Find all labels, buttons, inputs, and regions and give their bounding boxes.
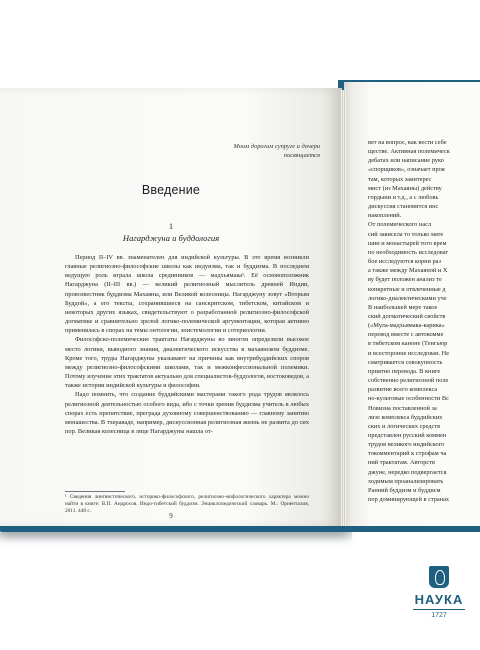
left-page-body (65, 253, 309, 436)
dedication-line: посвящается (283, 152, 320, 159)
right-page-line: («Мула-мадхьямака-карика» (368, 322, 445, 330)
right-page-line: вет на вопрос, как вести себе (368, 139, 447, 146)
right-page-line: шин и монастырей того врем (368, 239, 447, 247)
right-page-line: сий зависела то только мате (368, 230, 444, 238)
right-page-line: мист (из Махаяны) действу (368, 184, 442, 192)
right-page-line: ний трактатам. Авторств (368, 459, 435, 467)
right-page-line: Новизна поставленной за (368, 404, 437, 412)
right-page-line: в тибетском каноне (Тенгьюр (368, 340, 448, 348)
right-page-line: собственно религиозной поле (368, 377, 449, 385)
body-paragraph: Период II–IV вв. знаменателен для индийской культуры. В это время возникли главные религиозно-философские школы как индуизма, так и буддизма. В последнем ведущую роль играла школа срединников — мадхьямака¹. Её основоположник Нагарджуна (II–III вв.) — великий религиозный мыслитель древней Индии, провозвестник буддизма Махаяны, или Великой колесницы. Нагарджуну зовут «Вторым Буддой», а его тексты, сохранившиеся на санскритском, тибетском, китайском и некоторых других языках, свидетельствуют о разработанной религиозно-философской догматике и сравнительно зрелой логико-полемической аргументации, которая активно применялась в спорах на темы онтологии, эпистемологии и сотериологии. (65, 254, 309, 335)
publisher-logo (405, 566, 473, 644)
right-page-line: представлен русский коммен (368, 432, 447, 439)
right-page-line: ходимым проанализировать (368, 477, 444, 485)
right-page-line: трудов великого индийского (368, 441, 445, 449)
publisher-divider (413, 609, 465, 610)
right-page-line: а также между Махаяной и Х (368, 267, 448, 275)
right-page-line: «спорщиков», означает проя (368, 166, 445, 174)
dedication-line: Моим дорогим супруге и дочери (233, 143, 320, 150)
dedication (120, 142, 320, 160)
body-paragraph: Философско-полемические трактаты Нагарджуны во многом определили высокое место логики, выводного знания, диалектического искусства в махаянском буддизме. Кроме того, труды Нагарджуны указывают на причины как внутрибуддийских споров между религиозно-философскими школами, так и межконфессиональной полемики. Потому изучение этих трактатов актуально для специалистов-буддологов, востоковедов, а также истории индийской культуры и философии. (65, 336, 309, 390)
right-page-line: гордыни и т.д., а с любовь (368, 193, 439, 201)
publisher-name: НАУКА (414, 592, 464, 607)
right-page-line: дискуссия становится инс (368, 203, 439, 211)
right-page-line: токомментарий к строфам ча (368, 450, 447, 458)
right-page-line: сматривается совокупность (368, 358, 443, 366)
right-page-line: ву будет положен анализ те (368, 276, 442, 284)
right-page-line: Ранний буддизм и буддисм (368, 486, 441, 494)
right-page-line: перевод вместе с автокомме (368, 331, 444, 339)
right-page-line: дебатах или написание руко (368, 157, 444, 165)
footnote-rule (65, 491, 125, 492)
right-page-line: ских и логических средств (368, 422, 441, 430)
right-page-line: конкретные и отвлеченные д (368, 285, 446, 293)
right-page-line: по необходимость исследоват (368, 248, 449, 256)
right-page-line: В наибольшей мере такое (368, 303, 438, 311)
right-page-line: и всесторонне исследован. Не (368, 349, 450, 357)
right-page-line: бое исследуются корни раз (368, 258, 441, 266)
right-page-line: пор доминирующей в странах (368, 496, 450, 504)
right-page-line: ский догматический свойств (368, 312, 446, 320)
right-page-line: накоплений. (368, 212, 402, 220)
footnote: ¹ Сведения лингвистического, историко-философского, религиозно-мифологического характера можно найти в книге: В.П. Андросов. Индо-тибетский буддизм. Энциклопедический словарь. М.: Ориенталия, 2011. 448 с. (65, 494, 309, 514)
publisher-year: 1727 (431, 612, 447, 619)
chapter-title: Введение (141, 183, 201, 197)
right-page-line: там, которых заинтерес (368, 175, 432, 183)
page-gutter (340, 90, 346, 526)
right-page-line: логико-диалектическими уче (368, 294, 447, 302)
right-page-line: лизе комплекса буддийских (368, 413, 443, 421)
right-page-line: джуне, нередко подвергается (368, 468, 447, 476)
right-page-line: От полемического насл (368, 221, 432, 229)
page-number: 9 (169, 512, 173, 520)
right-page-line: ществе. Активная полемическ (368, 148, 450, 156)
right-page-line: но-культовые особенности Вс (368, 395, 449, 403)
section-title: Нагарджуна и буддология (122, 233, 220, 243)
publisher-emblem-icon (429, 566, 449, 588)
section-number: 1 (169, 222, 173, 231)
right-page-body (368, 138, 480, 504)
right-page-line: приятно перевода. В книге (368, 367, 441, 375)
right-page-line: развитие всего комплекса (368, 386, 438, 394)
body-paragraph: Надо помнить, что создание буддийскими мастерами такого рода трудов являлось религиозной деятельностью особого вида, ибо с точки зрения буддизма учитель в любых спорах есть препятствие, преграда духовному совершенствованию — главному занятию монашества. В тхераваде, например, дискуссионная религиозная жизнь не развита до сих пор. Великая колесница в лице Нагарджуны нашла от- (65, 391, 309, 435)
